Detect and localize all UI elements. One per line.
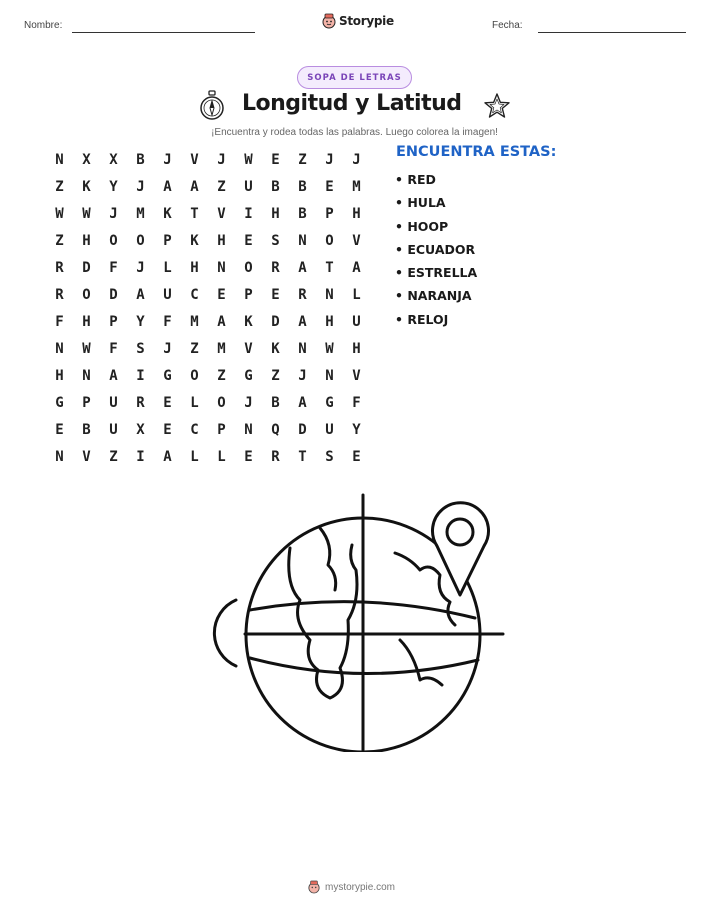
grid-cell[interactable]: T xyxy=(325,259,334,276)
grid-cell[interactable]: Q xyxy=(271,421,280,438)
grid-cell[interactable]: U xyxy=(244,178,253,195)
footer-url[interactable]: mystorypie.com xyxy=(325,881,396,893)
grid-cell[interactable]: X xyxy=(136,421,145,438)
star-icon xyxy=(483,92,511,120)
grid-cell[interactable]: D xyxy=(109,286,118,303)
grid-cell[interactable]: L xyxy=(352,286,361,303)
grid-cell[interactable]: R xyxy=(55,286,64,303)
grid-cell[interactable]: J xyxy=(352,151,361,168)
mascot-icon xyxy=(322,13,336,29)
grid-cell[interactable]: W xyxy=(55,205,64,222)
word-item: • HOOP xyxy=(395,218,449,234)
grid-cell[interactable]: P xyxy=(244,286,253,303)
grid-cell[interactable]: K xyxy=(271,340,280,357)
grid-cell[interactable]: F xyxy=(352,394,361,411)
grid-cell[interactable]: O xyxy=(136,232,145,249)
word-item: • ECUADOR xyxy=(395,241,476,257)
grid-cell[interactable]: J xyxy=(217,151,226,168)
grid-cell[interactable]: S xyxy=(136,340,145,357)
grid-cell[interactable]: R xyxy=(271,448,280,465)
grid-cell[interactable]: E xyxy=(271,151,280,168)
grid-cell[interactable]: H xyxy=(217,232,226,249)
grid-cell[interactable]: E xyxy=(352,448,361,465)
mascot-icon xyxy=(308,880,320,894)
name-label: Nombre: xyxy=(24,20,63,31)
grid-cell[interactable]: E xyxy=(217,286,226,303)
grid-cell[interactable]: G xyxy=(325,394,334,411)
grid-cell[interactable]: N xyxy=(82,367,91,384)
grid-cell[interactable]: Y xyxy=(109,178,118,195)
grid-cell[interactable]: M xyxy=(217,340,226,357)
grid-cell[interactable]: H xyxy=(82,313,91,330)
grid-cell[interactable]: N xyxy=(325,286,334,303)
grid-cell[interactable]: L xyxy=(217,448,226,465)
grid-cell[interactable]: P xyxy=(82,394,91,411)
grid-cell[interactable]: M xyxy=(190,313,199,330)
grid-cell[interactable]: I xyxy=(136,448,145,465)
grid-cell[interactable]: D xyxy=(82,259,91,276)
grid-cell[interactable]: K xyxy=(244,313,253,330)
grid-cell[interactable]: W xyxy=(325,340,334,357)
grid-cell[interactable]: B xyxy=(298,205,307,222)
word-item: • NARANJA xyxy=(395,288,472,304)
grid-cell[interactable]: X xyxy=(82,151,91,168)
grid-cell[interactable]: O xyxy=(325,232,334,249)
date-label: Fecha: xyxy=(492,20,523,31)
grid-cell[interactable]: A xyxy=(298,313,307,330)
grid-cell[interactable]: H xyxy=(352,340,361,357)
instructions: ¡Encuentra y rodea todas las palabras. Luego colorea la imagen! xyxy=(211,127,498,138)
word-search-grid[interactable] xyxy=(46,146,370,470)
grid-cell[interactable]: O xyxy=(244,259,253,276)
grid-cell[interactable]: G xyxy=(55,394,64,411)
grid-cell[interactable]: V xyxy=(82,448,91,465)
grid-cell[interactable]: A xyxy=(217,313,226,330)
grid-cell[interactable]: A xyxy=(298,394,307,411)
grid-cell[interactable]: R xyxy=(298,286,307,303)
grid-cell[interactable]: K xyxy=(190,232,199,249)
name-field[interactable] xyxy=(72,32,255,33)
grid-cell[interactable]: J xyxy=(109,205,118,222)
grid-cell[interactable]: O xyxy=(190,367,199,384)
grid-cell[interactable]: E xyxy=(244,232,253,249)
grid-cell[interactable]: W xyxy=(244,151,253,168)
grid-cell[interactable]: M xyxy=(352,178,361,195)
grid-cell[interactable]: N xyxy=(55,448,64,465)
grid-cell[interactable]: L xyxy=(163,259,172,276)
brand-logo xyxy=(322,13,394,29)
grid-cell[interactable]: O xyxy=(109,232,118,249)
grid-cell[interactable]: Z xyxy=(55,232,64,249)
grid-cell[interactable]: V xyxy=(352,367,361,384)
grid-cell[interactable]: W xyxy=(82,340,91,357)
grid-cell[interactable]: E xyxy=(325,178,334,195)
date-field[interactable] xyxy=(538,32,686,33)
grid-cell[interactable]: A xyxy=(190,178,199,195)
grid-cell[interactable]: Z xyxy=(109,448,118,465)
word-list-title: ENCUENTRA ESTAS: xyxy=(396,144,557,160)
grid-cell[interactable]: Y xyxy=(136,313,145,330)
grid-cell[interactable]: J xyxy=(244,394,253,411)
grid-cell[interactable]: Z xyxy=(55,178,64,195)
grid-cell[interactable]: J xyxy=(136,259,145,276)
grid-cell[interactable]: O xyxy=(217,394,226,411)
grid-cell[interactable]: L xyxy=(190,448,199,465)
word-item: • ESTRELLA xyxy=(395,265,478,281)
grid-cell[interactable]: L xyxy=(190,394,199,411)
word-item: • RELOJ xyxy=(395,311,449,327)
grid-cell[interactable]: E xyxy=(163,394,172,411)
grid-cell[interactable]: J xyxy=(163,340,172,357)
footer xyxy=(308,880,395,894)
grid-cell[interactable]: H xyxy=(271,205,280,222)
grid-cell[interactable]: Z xyxy=(298,151,307,168)
grid-cell[interactable]: K xyxy=(82,178,91,195)
grid-cell[interactable]: Z xyxy=(190,340,199,357)
grid-cell[interactable]: H xyxy=(325,313,334,330)
grid-cell[interactable]: W xyxy=(82,205,91,222)
grid-cell[interactable]: Z xyxy=(271,367,280,384)
grid-cell[interactable]: Z xyxy=(217,178,226,195)
word-item: • HULA xyxy=(395,195,446,211)
grid-cell[interactable]: P xyxy=(163,232,172,249)
grid-cell[interactable]: R xyxy=(136,394,145,411)
brand-name: Storypie xyxy=(339,14,394,28)
grid-cell[interactable]: B xyxy=(271,394,280,411)
grid-cell[interactable]: H xyxy=(82,232,91,249)
grid-cell[interactable]: V xyxy=(352,232,361,249)
grid-cell[interactable]: H xyxy=(190,259,199,276)
grid-cell[interactable]: G xyxy=(163,367,172,384)
grid-cell[interactable]: G xyxy=(244,367,253,384)
grid-cell[interactable]: V xyxy=(217,205,226,222)
grid-cell[interactable]: B xyxy=(136,151,145,168)
grid-cell[interactable]: D xyxy=(271,313,280,330)
grid-cell[interactable]: S xyxy=(325,448,334,465)
grid-cell[interactable]: F xyxy=(109,259,118,276)
title-row xyxy=(0,90,709,124)
grid-cell[interactable]: J xyxy=(163,151,172,168)
grid-cell[interactable]: N xyxy=(325,367,334,384)
grid-cell[interactable]: D xyxy=(298,421,307,438)
grid-cell[interactable]: N xyxy=(298,232,307,249)
grid-cell[interactable]: Z xyxy=(217,367,226,384)
grid-cell[interactable]: A xyxy=(109,367,118,384)
grid-cell[interactable]: K xyxy=(163,205,172,222)
grid-cell[interactable]: V xyxy=(190,151,199,168)
grid-cell[interactable]: X xyxy=(109,151,118,168)
grid-cell[interactable]: O xyxy=(82,286,91,303)
grid-cell[interactable]: U xyxy=(352,313,361,330)
compass-icon xyxy=(199,90,225,122)
grid-cell[interactable]: F xyxy=(55,313,64,330)
grid-cell[interactable]: M xyxy=(136,205,145,222)
grid-cell[interactable]: N xyxy=(217,259,226,276)
grid-cell[interactable]: I xyxy=(136,367,145,384)
grid-cell[interactable]: C xyxy=(190,286,199,303)
grid-cell[interactable]: C xyxy=(190,421,199,438)
grid-cell[interactable]: E xyxy=(163,421,172,438)
grid-cell[interactable]: E xyxy=(244,448,253,465)
grid-cell[interactable]: A xyxy=(298,259,307,276)
grid-cell[interactable]: E xyxy=(55,421,64,438)
grid-cell[interactable]: V xyxy=(244,340,253,357)
grid-cell[interactable]: R xyxy=(55,259,64,276)
grid-cell[interactable]: A xyxy=(163,178,172,195)
grid-cell[interactable]: T xyxy=(298,448,307,465)
grid-cell[interactable]: B xyxy=(82,421,91,438)
grid-cell[interactable]: U xyxy=(325,421,334,438)
worksheet-type-badge xyxy=(297,66,412,89)
grid-cell[interactable]: F xyxy=(163,313,172,330)
grid-cell[interactable]: S xyxy=(271,232,280,249)
grid-cell[interactable]: A xyxy=(163,448,172,465)
grid-cell[interactable]: H xyxy=(352,205,361,222)
grid-cell[interactable]: A xyxy=(136,286,145,303)
grid-cell[interactable]: F xyxy=(109,340,118,357)
grid-cell[interactable]: N xyxy=(55,151,64,168)
badge-label: SOPA DE LETRAS xyxy=(307,72,402,83)
grid-cell[interactable]: Y xyxy=(352,421,361,438)
grid-cell[interactable]: N xyxy=(298,340,307,357)
grid-cell[interactable]: U xyxy=(109,394,118,411)
word-item: • RED xyxy=(395,172,436,187)
grid-cell[interactable]: U xyxy=(163,286,172,303)
grid-cell[interactable]: H xyxy=(55,367,64,384)
grid-cell[interactable]: E xyxy=(271,286,280,303)
grid-cell[interactable]: N xyxy=(244,421,253,438)
grid-cell[interactable]: J xyxy=(298,367,307,384)
grid-cell[interactable]: P xyxy=(325,205,334,222)
grid-cell[interactable]: U xyxy=(109,421,118,438)
grid-cell[interactable]: P xyxy=(217,421,226,438)
grid-cell[interactable]: N xyxy=(55,340,64,357)
grid-cell[interactable]: A xyxy=(352,259,361,276)
grid-cell[interactable]: J xyxy=(136,178,145,195)
grid-cell[interactable]: R xyxy=(271,259,280,276)
word-list xyxy=(395,170,477,333)
grid-cell[interactable]: B xyxy=(271,178,280,195)
globe-coloring-image[interactable] xyxy=(200,490,510,752)
page-title: Longitud y Latitud xyxy=(242,91,462,116)
grid-cell[interactable]: P xyxy=(109,313,118,330)
grid-cell[interactable]: I xyxy=(244,205,253,222)
grid-cell[interactable]: J xyxy=(325,151,334,168)
grid-cell[interactable]: T xyxy=(190,205,199,222)
grid-cell[interactable]: B xyxy=(298,178,307,195)
